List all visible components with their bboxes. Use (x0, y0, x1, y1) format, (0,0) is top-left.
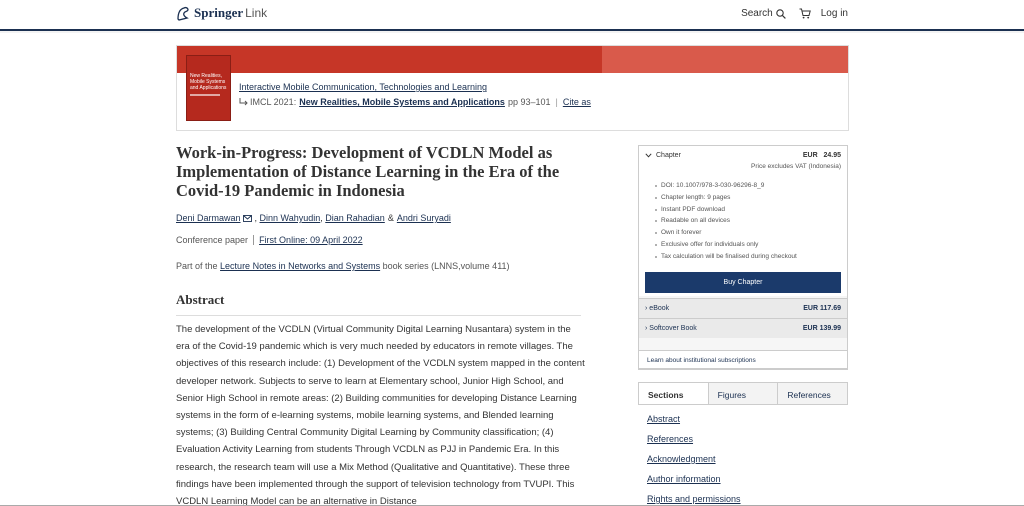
author-link[interactable]: Deni Darmawan (176, 213, 241, 223)
section-link-abstract[interactable]: Abstract (647, 414, 681, 424)
search-label: Search (741, 8, 773, 19)
email-icon[interactable] (243, 215, 252, 222)
conference-name: IMCL 2021: (250, 97, 297, 107)
series-name-link[interactable]: Lecture Notes in Networks and Systems (220, 261, 381, 271)
list-item: Instant PDF download (655, 206, 797, 218)
conference-line: IMCL 2021: New Realities, Mobile Systems and Applications pp 93–101 | Cite as (239, 97, 591, 107)
login-label: Log in (820, 8, 848, 19)
content-type: Conference paper (176, 235, 249, 245)
logo-springer-text: Springer (194, 5, 244, 20)
author-list: Deni Darmawan , Dinn Wahyudin , Dian Rahadian & Andri Suryadi (176, 213, 451, 223)
list-item: Chapter length: 9 pages (655, 194, 797, 206)
author-link[interactable]: Dian Rahadian (325, 213, 385, 223)
list-item: Exclusive offer for individuals only (655, 241, 797, 253)
section-link-author-information[interactable]: Author information (647, 474, 721, 484)
abstract-text: The development of the VCDLN (Virtual Community Digital Learning Nusantara) system in the era of the Covid-19 pandemic which is very much needed by educators in remote villages. The objectives of this research include: (1) Development of the VCDLN system mapped in the content developer network. Subjects to serve to learn at Elementary school, Junior High School, and Senior High School in remote areas: (2) Building communities for developing Distance Learning systems in the form of e-learning systems, mobile learning systems, and Blended learning systems; (3) Building Central Community Digital Learning by Community classification; (4) Evaluation Activity Learning from students Through VCDLN as PJJ in Pandemic Era. In this research, the research team will use a Mix Method (Qualitative and Quantitative). These three findings have been implemented through the support of television technology from TVUPI. This VCDLN Learning Model can be an alternative in Distance (176, 324, 585, 506)
buy-box (638, 145, 848, 370)
springer-horse-icon (176, 5, 190, 21)
section-link-acknowledgment[interactable]: Acknowledgment (647, 454, 716, 464)
list-item: Tax calculation will be finalised during checkout (655, 253, 797, 265)
book-cover-image[interactable] (186, 55, 231, 121)
abstract-heading: Abstract (176, 292, 581, 316)
header-actions (731, 8, 848, 19)
article-meta (176, 235, 363, 245)
section-link-rights[interactable]: Rights and permissions (647, 494, 741, 504)
banner-text (239, 82, 591, 107)
ebook-price: EUR 117.69 (803, 305, 841, 312)
feature-list (655, 182, 797, 265)
chevron-down-icon (645, 153, 652, 158)
ebook-label: eBook (649, 305, 670, 312)
vat-note: Price excludes VAT (Indonesia) (751, 163, 841, 170)
book-banner (176, 45, 849, 131)
partof-prefix: Part of the (176, 261, 218, 271)
softcover-price: EUR 139.99 (802, 325, 841, 332)
logo-link-text: Link (245, 6, 268, 20)
author-link[interactable]: Andri Suryadi (396, 213, 451, 223)
chapter-toggle[interactable] (645, 152, 681, 159)
institutional-subscriptions-link[interactable]: Learn about institutional subscriptions (638, 350, 848, 369)
cite-as-link[interactable]: Cite as (562, 97, 591, 107)
softcover-option[interactable] (639, 318, 847, 338)
chapter-label: Chapter (656, 152, 681, 159)
list-item: Own it forever (655, 229, 797, 241)
search-button[interactable] (741, 8, 786, 19)
tab-references[interactable]: References (777, 383, 847, 404)
site-header (0, 0, 1024, 31)
author-link[interactable]: Dinn Wahyudin (259, 213, 321, 223)
section-links (647, 414, 741, 506)
search-icon (776, 9, 786, 19)
banner-color-bar (177, 46, 848, 73)
section-link-references[interactable]: References (647, 434, 694, 444)
cover-title: New Realities, Mobile Systems and Applications (190, 73, 227, 91)
section-tabs (638, 382, 848, 405)
buy-chapter-button[interactable]: Buy Chapter (645, 272, 841, 293)
first-online-link[interactable]: First Online: 09 April 2022 (253, 235, 363, 245)
book-title-link[interactable]: New Realities, Mobile Systems and Applications (299, 97, 505, 107)
tab-sections[interactable]: Sections (639, 383, 708, 404)
list-item: Readable on all devices (655, 217, 797, 229)
article-title: Work-in-Progress: Development of VCDLN Model as Implementation of Distance Learning in the Era of the Covid-19 Pandemic in Indonesia (176, 143, 560, 200)
login-button[interactable] (821, 8, 848, 19)
softcover-label: Softcover Book (649, 325, 697, 332)
cart-button[interactable] (796, 8, 811, 19)
author-ampersand: & (387, 213, 394, 223)
chevron-right-icon: › (645, 325, 648, 332)
chapter-purchase (639, 146, 847, 296)
chevron-right-icon: › (645, 305, 648, 312)
chapter-price: EUR 24.95 (802, 152, 841, 159)
ebook-option[interactable] (639, 298, 847, 318)
page-range: pp 93–101 (507, 97, 551, 107)
cart-icon (799, 8, 811, 19)
list-item: DOI: 10.1007/978-3-030-96296-8_9 (655, 182, 797, 194)
main-page (0, 33, 1024, 506)
partof-suffix: book series (LNNS,volume 411) (382, 261, 510, 271)
series-link[interactable]: Interactive Mobile Communication, Technologies and Learning (239, 82, 487, 92)
return-arrow-icon (239, 98, 248, 106)
series-info (176, 261, 510, 271)
springer-link-logo[interactable] (176, 5, 267, 21)
tab-figures[interactable]: Figures (708, 383, 778, 404)
